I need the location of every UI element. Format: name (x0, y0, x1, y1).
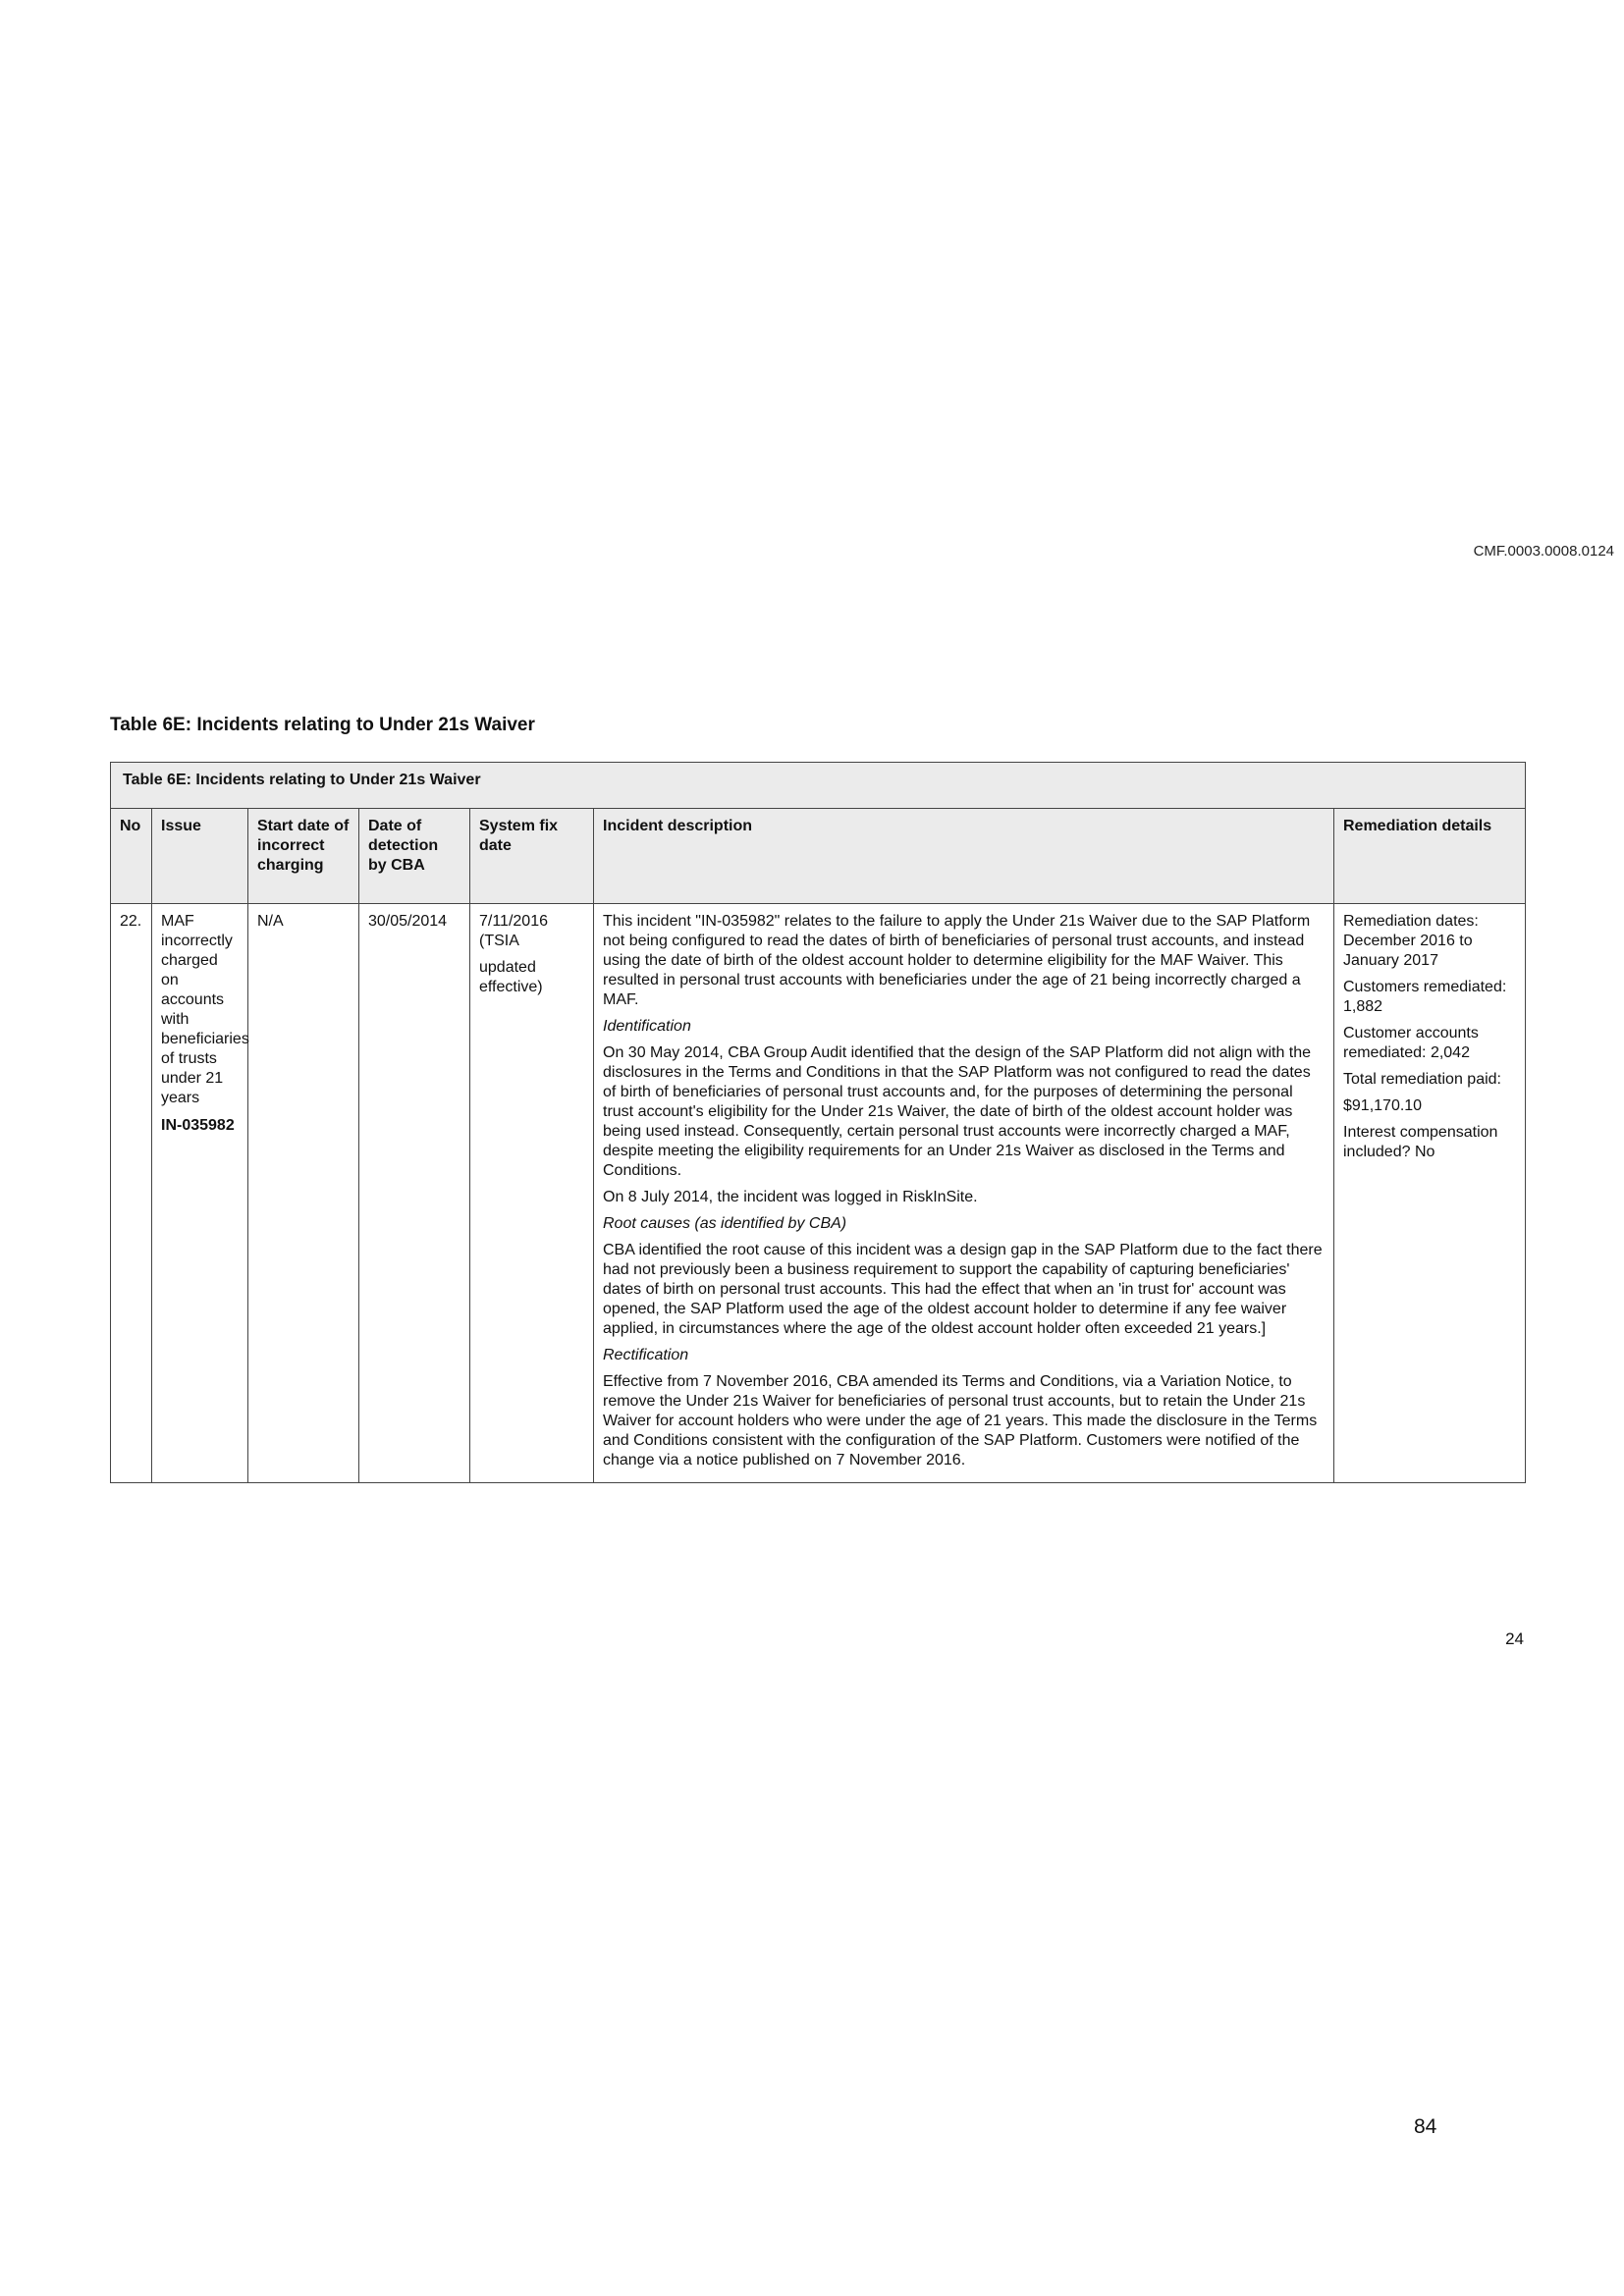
system-fix-note: updated effective) (479, 959, 543, 995)
cell-remediation-details (1334, 904, 1526, 1483)
cell-detection-date: 30/05/2014 (359, 904, 470, 1483)
description-subheading-rectification: Rectification (603, 1347, 689, 1363)
cell-issue (152, 904, 248, 1483)
description-subheading-identification: Identification (603, 1018, 691, 1035)
total-remediation-label: Total remediation paid: (1343, 1071, 1501, 1088)
inner-page-number: 24 (1505, 1629, 1524, 1648)
issue-text: MAF incorrectly charged on accounts with beneficiaries of trusts under 21 years (161, 913, 249, 1106)
description-paragraph: On 8 July 2014, the incident was logged in RiskInSite. (603, 1189, 978, 1205)
header-no: No (111, 809, 152, 904)
incidents-table (110, 762, 1526, 1483)
total-remediation-amount: $91,170.10 (1343, 1097, 1423, 1114)
header-system-fix-date: System fix date (470, 809, 594, 904)
cell-incident-description (594, 904, 1334, 1483)
table-title: Table 6E: Incidents relating to Under 21s Waiver (111, 763, 1526, 809)
cell-no: 22. (111, 904, 152, 1483)
header-issue: Issue (152, 809, 248, 904)
system-fix-date: 7/11/2016 (TSIA (479, 913, 548, 949)
table-caption: Table 6E: Incidents relating to Under 21s Waiver (110, 715, 535, 735)
header-detection-date: Date of detection by CBA (359, 809, 470, 904)
header-row (111, 809, 1526, 904)
cell-start-date: N/A (248, 904, 359, 1483)
description-paragraph: CBA identified the root cause of this incident was a design gap in the SAP Platform due to the fact there had not previously been a business requirement to support the capability of capturing beneficiaries' dates of birth on personal trust accounts. This had the effect that when an 'in trust for' account was opened, the SAP Platform used the age of the oldest account holder to determine if any fee waiver applied, in circumstances where the age of the oldest account holder often exceeded 21 years.] (603, 1242, 1323, 1337)
description-subheading-root-causes: Root causes (as identified by CBA) (603, 1215, 847, 1232)
outer-page-number: 84 (1414, 2115, 1437, 2138)
description-paragraph: Effective from 7 November 2016, CBA amended its Terms and Conditions, via a Variation Notice, to remove the Under 21s Waiver for beneficiaries of personal trust accounts, but to retain the Under 21s Waiver for account holders who were under the age of 21 years. This made the disclosure in the Terms and Conditions consistent with the configuration of the SAP Platform. Customers were notified of the change via a notice published on 7 November 2016. (603, 1373, 1318, 1468)
document-reference: CMF.0003.0008.0124 (1473, 543, 1614, 560)
customer-accounts-remediated: Customer accounts remediated: 2,042 (1343, 1025, 1479, 1061)
description-paragraph: On 30 May 2014, CBA Group Audit identified that the design of the SAP Platform did not align with the disclosures in the Terms and Conditions in that the SAP Platform was not configured to read the dates of birth of beneficiaries of personal trust accounts and, for the purposes of determining the personal trust account's eligibility for the Under 21s Waiver, the date of birth of the oldest account holder was being used instead. Consequently, certain personal trust accounts were incorrectly charged a MAF, despite meeting the eligibility requirements for an Under 21s Waiver as disclosed in the Terms and Conditions. (603, 1044, 1312, 1179)
issue-id: IN-035982 (161, 1117, 235, 1134)
cell-system-fix-date (470, 904, 594, 1483)
description-paragraph: This incident "IN-035982" relates to the failure to apply the Under 21s Waiver due to the SAP Platform not being configured to read the dates of birth of beneficiaries of personal trust accounts, and instead using the date of birth of the oldest account holder to determine eligibility for the MAF Waiver. This resulted in personal trust accounts with beneficiaries under the age of 21 being incorrectly charged a MAF. (603, 913, 1311, 1008)
header-remediation-details: Remediation details (1334, 809, 1526, 904)
remediation-dates: Remediation dates: December 2016 to January 2017 (1343, 913, 1479, 969)
interest-compensation: Interest compensation included? No (1343, 1124, 1498, 1160)
header-incident-description: Incident description (594, 809, 1334, 904)
header-start-date: Start date of incorrect charging (248, 809, 359, 904)
table-row (111, 904, 1526, 1483)
customers-remediated: Customers remediated: 1,882 (1343, 979, 1507, 1015)
